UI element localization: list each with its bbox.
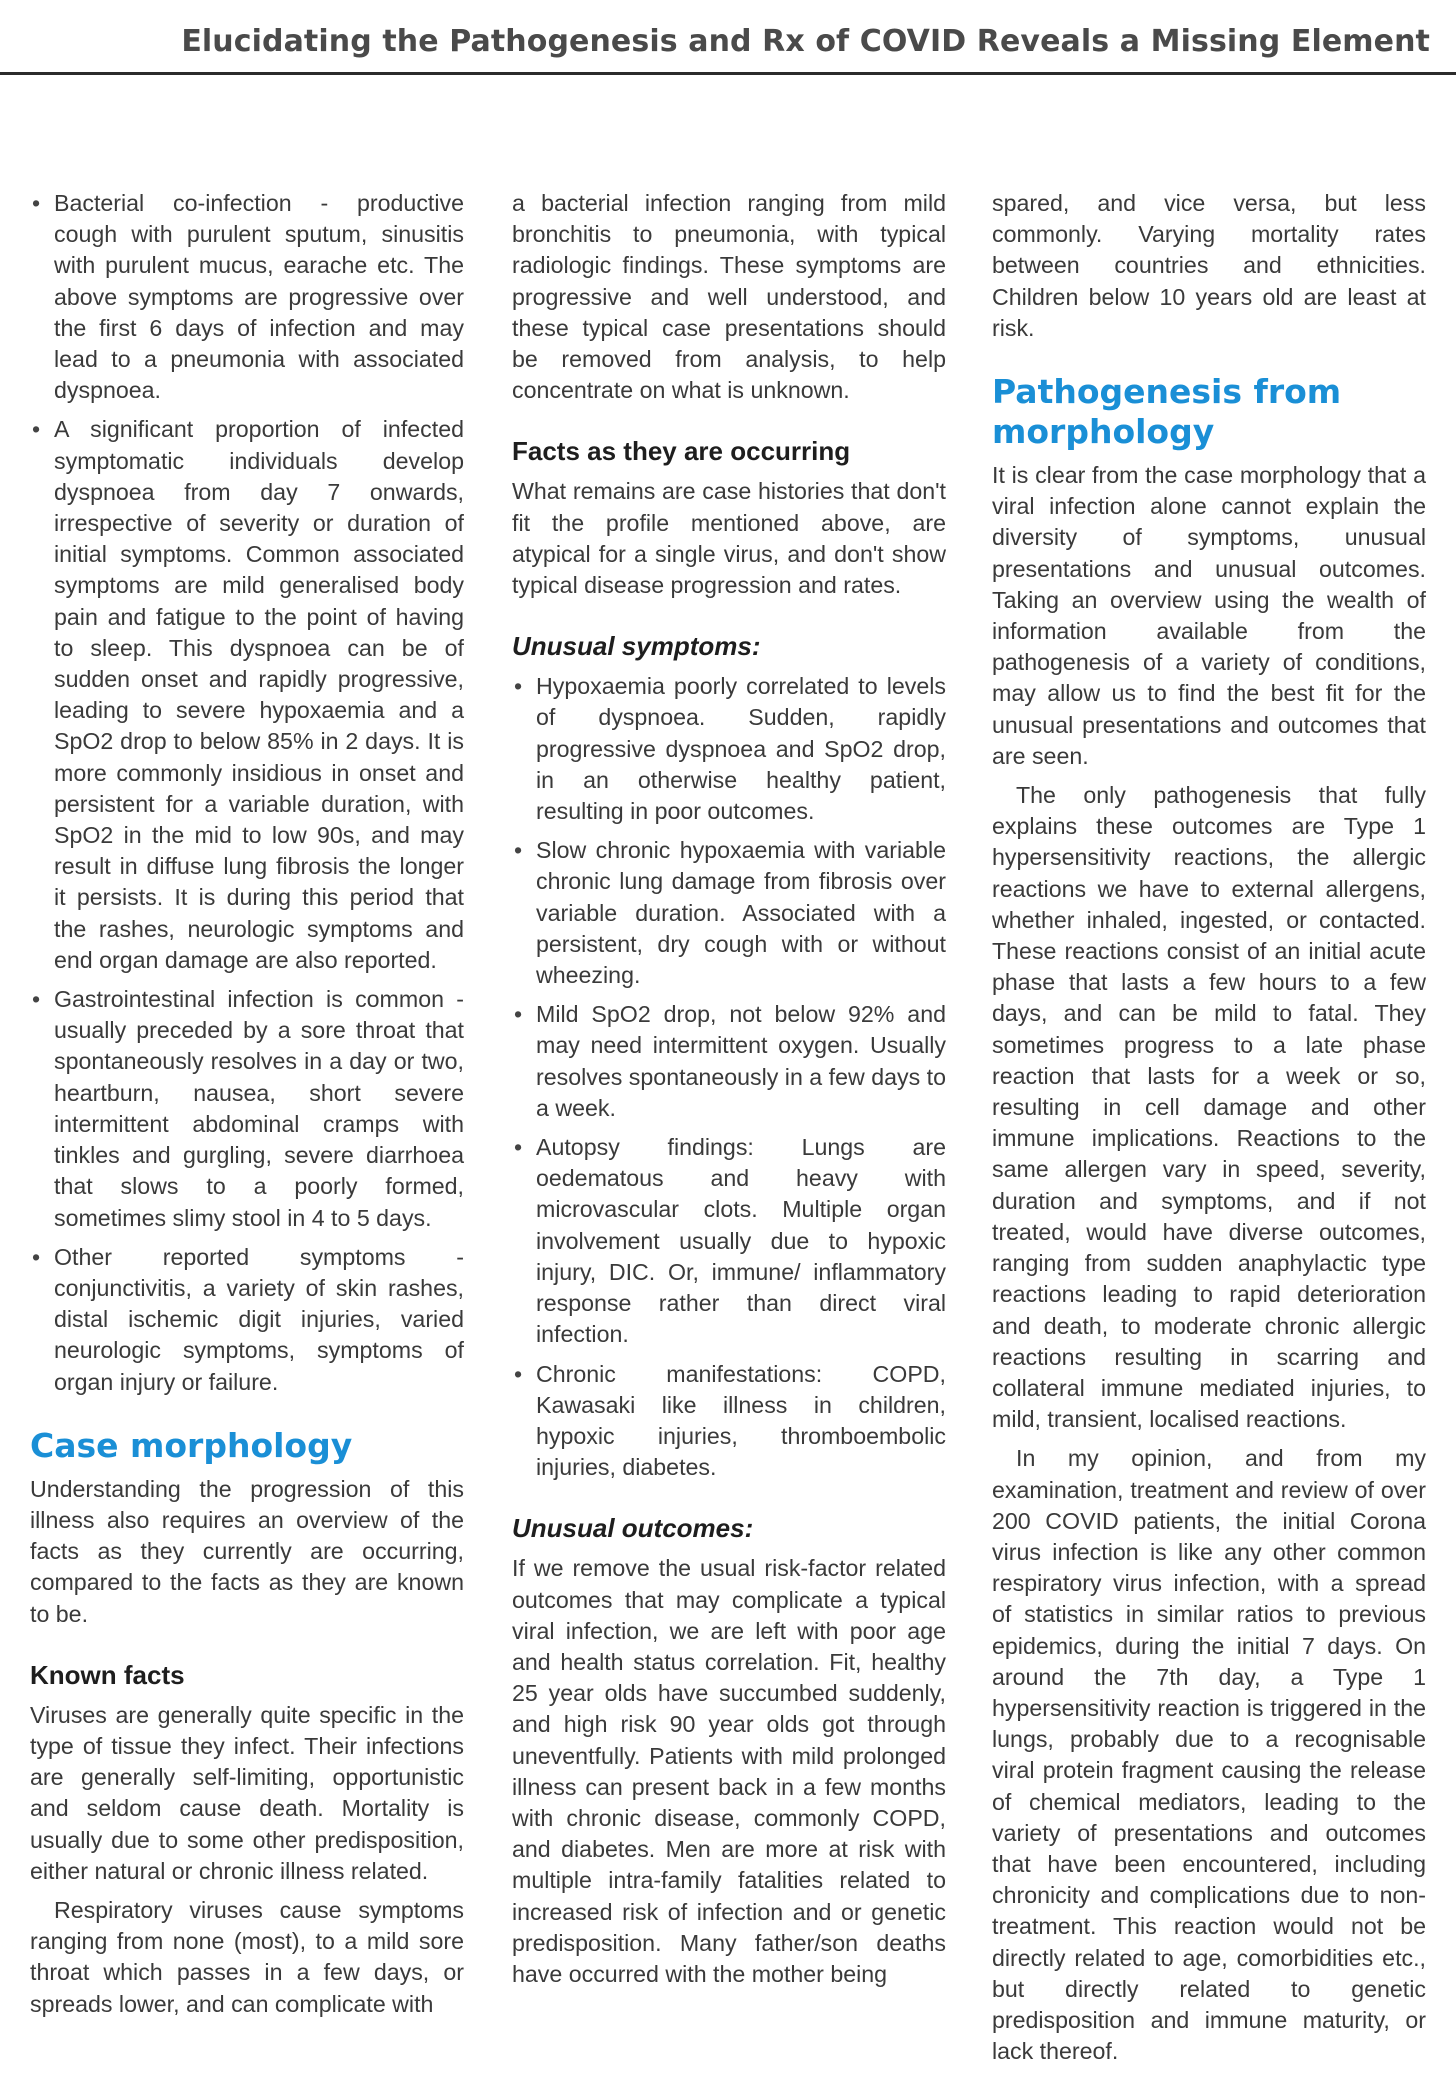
continuation-paragraph: a bacterial infection ranging from mild bronchitis to pneumonia, with typical radiologic findings. These symptoms are progressive and well understood, and these typical case presentations should be removed from analysis, to help concentrate on what is unknown. bbox=[512, 190, 946, 404]
column-2 bbox=[512, 188, 946, 1998]
list-item: • A significant proportion of infected symptomatic individuals develop dyspnoea from day 7 onwards, irrespective of severity or duration of initial symptoms. Common associated symptoms are mild generalised body pain and fatigue to the point of having to sleep. This dyspnoea can be of sudden onset and rapidly progressive, leading to severe hypoxaemia and a SpO2 drop to below 85% in 2 days. It is more commonly insidious in onset and persistent for a variable duration, with SpO2 in the mid to low 90s, and may result in diffuse lung fibrosis the longer it persists. It is during this period that the rashes, neurologic symptoms and end organ damage are also reported. bbox=[30, 414, 464, 976]
list-item: • Chronic manifestations: COPD, Kawasaki like illness in children, hypoxic injuries, thromboembolic injuries, diabetes. bbox=[512, 1359, 946, 1484]
list-item: • Bacterial co-infection - productive cough with purulent sputum, sinusitis with purulent mucus, earache etc. The above symptoms are progressive over the first 6 days of infection and may lead to a pneumonia with associated dyspnoea. bbox=[30, 188, 464, 406]
running-header: Elucidating the Pathogenesis and Rx of COVID Reveals a Missing Element bbox=[181, 24, 1430, 59]
pathogenesis-paragraph-1: It is clear from the case morphology that a viral infection alone cannot explain the diversity of symptoms, unusual presentations and unusual outcomes. Taking an overview using the wealth of information available from the pathogenesis of a variety of conditions, may allow us to find the best fit for the unusual presentations and outcomes that are seen. bbox=[992, 462, 1426, 769]
symptom-list bbox=[30, 188, 464, 1398]
column-1 bbox=[30, 188, 464, 2028]
respiratory-viruses-paragraph: Respiratory viruses cause symptoms ranging from none (most), to a mild sore throat which passes in a few days, or spreads lower, and can complicate with bbox=[30, 1896, 464, 2017]
list-item: • Autopsy findings: Lungs are oedematous and heavy with microvascular clots. Multiple organ involvement usually due to hypoxic injury, DIC. Or, immune/ inflammatory response rather than direct viral infection. bbox=[512, 1132, 946, 1350]
known-facts-heading: Known facts bbox=[30, 1659, 185, 1690]
list-item: • Slow chronic hypoxaemia with variable chronic lung damage from fibrosis over variable duration. Associated with a persistent, dry cough with or without wheezing. bbox=[512, 835, 946, 991]
list-item: • Gastrointestinal infection is common - usually preceded by a sore throat that spontaneously resolves in a day or two, heartburn, nausea, short severe intermittent abdominal cramps with tinkles and gurgling, severe diarrhoea that slows to a poorly formed, sometimes slimy stool in 4 to 5 days. bbox=[30, 984, 464, 1234]
pathogenesis-paragraph-2: The only pathogenesis that fully explains these outcomes are Type 1 hypersensitivity reactions, the allergic reactions we have to external allergens, whether inhaled, ingested, or contacted. These reactions consist of an initial acute phase that lasts a few hours to a few days, and can be mild to fatal. They sometimes progress to a late phase reaction that lasts for a week or so, resulting in cell damage and other immune implications. Reactions to the same allergen vary in speed, severity, duration and symptoms, and if not treated, would have diverse outcomes, ranging from sudden anaphylactic type reactions leading to rapid deterioration and death, to moderate chronic allergic reactions resulting in scarring and collateral immune mediated injuries, to mild, transient, localised reactions. bbox=[992, 782, 1426, 1433]
header-rule bbox=[0, 72, 1456, 75]
column-3 bbox=[992, 188, 1426, 2075]
known-facts-paragraph: Viruses are generally quite specific in the type of tissue they infect. Their infections are generally self-limiting, opportunistic and seldom cause death. Mortality is usually due to some other predisposition, either natural or chronic illness related. bbox=[30, 1701, 464, 1884]
unusual-outcomes-heading: Unusual outcomes: bbox=[512, 1513, 754, 1544]
list-item: • Other reported symptoms - conjunctivitis, a variety of skin rashes, distal ischemic digit injuries, varied neurologic symptoms, symptoms of organ injury or failure. bbox=[30, 1242, 464, 1398]
continuation-paragraph: spared, and vice versa, but less commonly. Varying mortality rates between countries and ethnicities. Children below 10 years old are least at risk. bbox=[992, 190, 1426, 341]
list-item: • Mild SpO2 drop, not below 92% and may need intermittent oxygen. Usually resolves spontaneously in a few days to a week. bbox=[512, 999, 946, 1124]
unusual-outcomes-paragraph: If we remove the usual risk-factor related outcomes that may complicate a typical viral infection, we are left with poor age and health status correlation. Fit, healthy 25 year olds have succumbed suddenly, and high risk 90 year olds got through uneventfully. Patients with mild prolonged illness can present back in a few months with chronic disease, commonly COPD, and diabetes. Men are more at risk with multiple intra-family fatalities related to increased risk of infection and or genetic predisposition. Many father/son deaths have occurred with the mother being bbox=[512, 1555, 946, 1987]
list-item: • Hypoxaemia poorly correlated to levels of dyspnoea. Sudden, rapidly progressive dyspnoea and SpO2 drop, in an otherwise healthy patient, resulting in poor outcomes. bbox=[512, 671, 946, 827]
unusual-symptoms-list bbox=[512, 671, 946, 1483]
pathogenesis-paragraph-3: In my opinion, and from my examination, treatment and review of over 200 COVID patients, the initial Corona virus infection is like any other common respiratory virus infection, with a spread of statistics in similar ratios to previous epidemics, during the initial 7 days. On around the 7th day, a Type 1 hypersensitivity reaction is triggered in the lungs, probably due to a recognisable viral protein fragment causing the release of chemical mediators, leading to the variety of presentations and outcomes that have been encountered, including chronicity and complications due to non-treatment. This reaction would not be directly related to age, comorbidities etc., but directly related to genetic predisposition and immune maturity, or lack thereof. bbox=[992, 1445, 1426, 2065]
facts-occurring-paragraph: What remains are case histories that don't fit the profile mentioned above, are atypical for a single virus, and don't show typical disease progression and rates. bbox=[512, 478, 946, 599]
facts-occurring-heading: Facts as they are occurring bbox=[512, 436, 851, 467]
unusual-symptoms-heading: Unusual symptoms: bbox=[512, 631, 761, 662]
case-morphology-paragraph: Understanding the progression of this illness also requires an overview of the facts as they currently are occurring, compared to the facts as they are known to be. bbox=[30, 1475, 464, 1627]
case-morphology-heading: Case morphology bbox=[30, 1425, 353, 1465]
pathogenesis-heading: Pathogenesis from morphology bbox=[992, 372, 1342, 452]
